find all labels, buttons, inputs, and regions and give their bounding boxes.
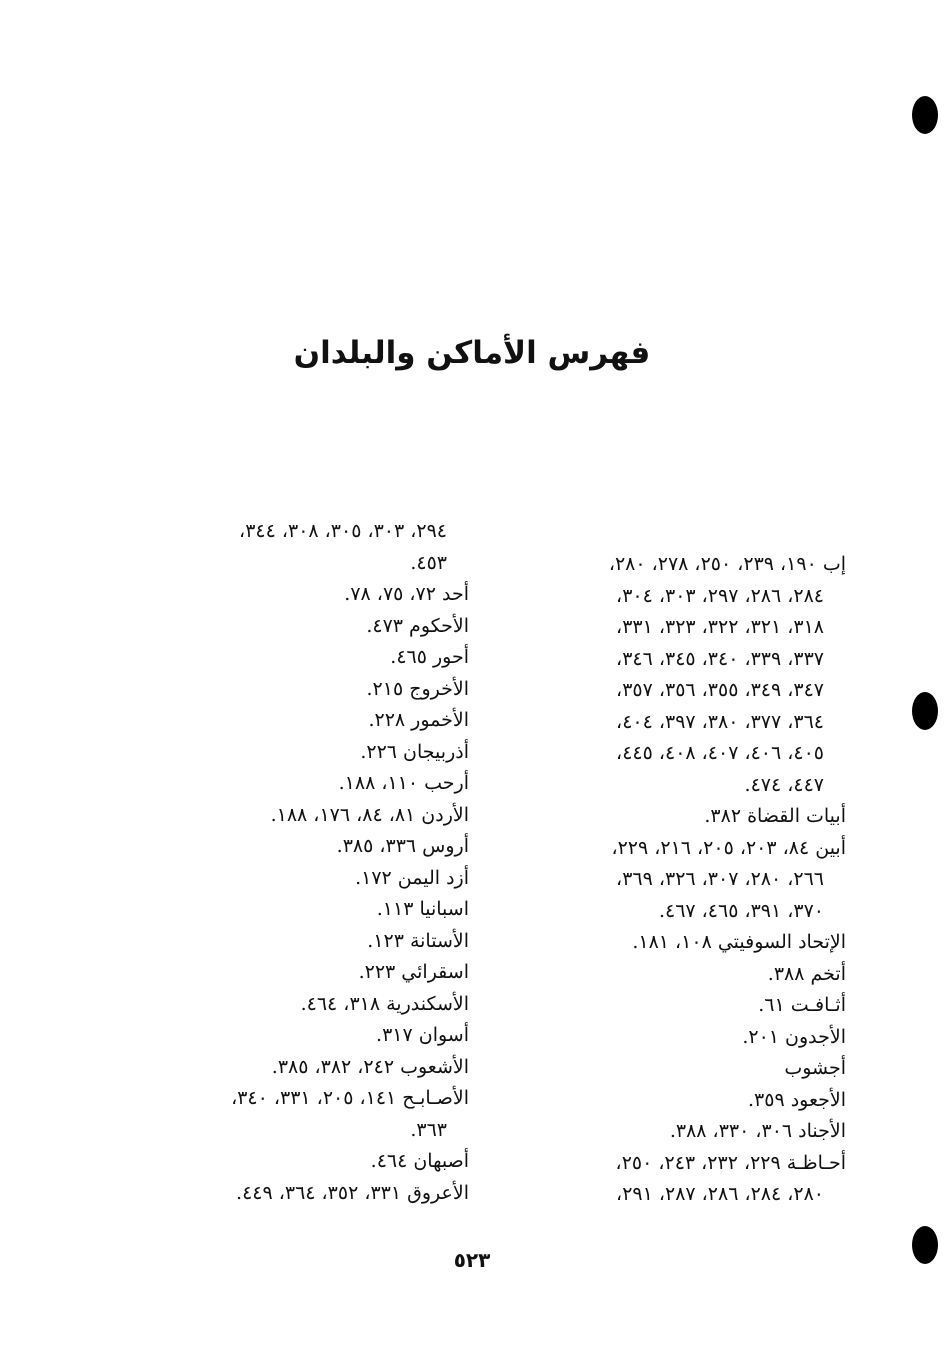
- index-entry-continuation: ٢٨٠، ٢٨٤، ٢٨٦، ٢٨٧، ٢٩١،: [616, 1183, 824, 1205]
- index-entry-continuation: ٤٥٣.: [410, 551, 447, 574]
- index-entry: الأجناد ٣٠٦، ٣٣٠، ٣٨٨.: [669, 1120, 846, 1142]
- index-column-left: [139, 516, 469, 1209]
- index-entry: أتخم ٣٨٨.: [767, 962, 846, 985]
- index-entry: الأشعوب ٢٤٢، ٣٨٢، ٣٨٥.: [271, 1055, 469, 1078]
- index-entry: أثـافـت ٦١.: [758, 994, 846, 1016]
- index-entry: أبين ٨٤، ٢٠٣، ٢٠٥، ٢١٦، ٢٢٩،: [611, 836, 846, 859]
- index-entry: أسوان ٣١٧.: [376, 1024, 469, 1046]
- index-entry-continuation: ٣٧٠، ٣٩١، ٤٦٥، ٤٦٧.: [658, 899, 824, 922]
- index-entry: أبيات القضاة ٣٨٢.: [704, 805, 846, 827]
- index-entry: الأستانة ١٢٣.: [367, 929, 469, 952]
- binding-hole-mark: [912, 692, 938, 730]
- index-entry: الأسكندرية ٣١٨، ٤٦٤.: [300, 992, 469, 1015]
- index-entry-continuation: ٣٦٤، ٣٧٧، ٣٨٠، ٣٩٧، ٤٠٤،: [616, 710, 824, 733]
- index-entry: الأحكوم ٤٧٣.: [366, 614, 469, 637]
- index-entry: أصبهان ٤٦٤.: [370, 1150, 469, 1172]
- index-entry: أجشوب: [784, 1057, 846, 1079]
- index-entry: أذربيجان ٢٢٦.: [360, 740, 469, 763]
- index-entry: الأخروج ٢١٥.: [366, 677, 469, 700]
- page-title: فهرس الأماكن والبلدان: [293, 335, 651, 371]
- binding-hole-mark: [912, 1226, 938, 1264]
- index-entry: الأخمور ٢٢٨.: [368, 709, 469, 731]
- index-entry-continuation: ٤٤٧، ٤٧٤.: [744, 773, 824, 796]
- index-column-right: [516, 549, 846, 1211]
- index-entry: أحد ٧٢، ٧٥، ٧٨.: [344, 583, 469, 605]
- index-entry: أحـاظـة ٢٢٩، ٢٣٢، ٢٤٣، ٢٥٠،: [615, 1151, 846, 1174]
- index-entry-continuation: ٣١٨، ٣٢١، ٣٢٢، ٣٢٣، ٣٣١،: [616, 616, 824, 638]
- index-entry-continuation: ٢٦٦، ٢٨٠، ٣٠٧، ٣٢٦، ٣٦٩،: [616, 868, 824, 890]
- page-number: ٥٢٣: [453, 1248, 491, 1272]
- index-entry-continuation: ٤٠٥، ٤٠٦، ٤٠٧، ٤٠٨، ٤٤٥،: [616, 742, 824, 764]
- index-entry-continuation: ٢٩٤، ٣٠٣، ٣٠٥، ٣٠٨، ٣٤٤،: [239, 520, 447, 542]
- index-entry: الأصـابـح ١٤١، ٢٠٥، ٣٣١، ٣٤٠،: [231, 1087, 469, 1109]
- index-entry: الأردن ٨١، ٨٤، ١٧٦، ١٨٨.: [270, 803, 469, 826]
- index-entry: إب ١٩٠، ٢٣٩، ٢٥٠، ٢٧٨، ٢٨٠،: [608, 553, 846, 575]
- index-entry: الأعروق ٣٣١، ٣٥٢، ٣٦٤، ٤٤٩.: [236, 1181, 469, 1204]
- index-entry: الأجعود ٣٥٩.: [747, 1088, 846, 1111]
- index-entry: أرحب ١١٠، ١٨٨.: [338, 772, 469, 794]
- index-entry-continuation: ٣٦٣.: [410, 1118, 447, 1141]
- index-entry: أحور ٤٦٥.: [390, 646, 469, 668]
- index-entry-continuation: ٢٨٤، ٢٨٦، ٢٩٧، ٣٠٣، ٣٠٤،: [616, 584, 824, 607]
- index-entry: الأجدون ٢٠١.: [742, 1025, 846, 1048]
- index-entry: اسبانيا ١١٣.: [376, 898, 469, 920]
- index-entry-continuation: ٣٤٧، ٣٤٩، ٣٥٥، ٣٥٦، ٣٥٧،: [616, 679, 824, 701]
- index-entry: الإتحاد السوفيتي ١٠٨، ١٨١.: [632, 931, 846, 953]
- index-entry: أزد اليمن ١٧٢.: [355, 866, 469, 889]
- index-entry-continuation: ٣٣٧، ٣٣٩، ٣٤٠، ٣٤٥، ٣٤٦،: [616, 647, 824, 670]
- index-entry: اسقرائي ٢٢٣.: [358, 961, 469, 983]
- index-entry: أروس ٣٣٦، ٣٨٥.: [336, 835, 469, 857]
- binding-hole-mark: [912, 96, 938, 134]
